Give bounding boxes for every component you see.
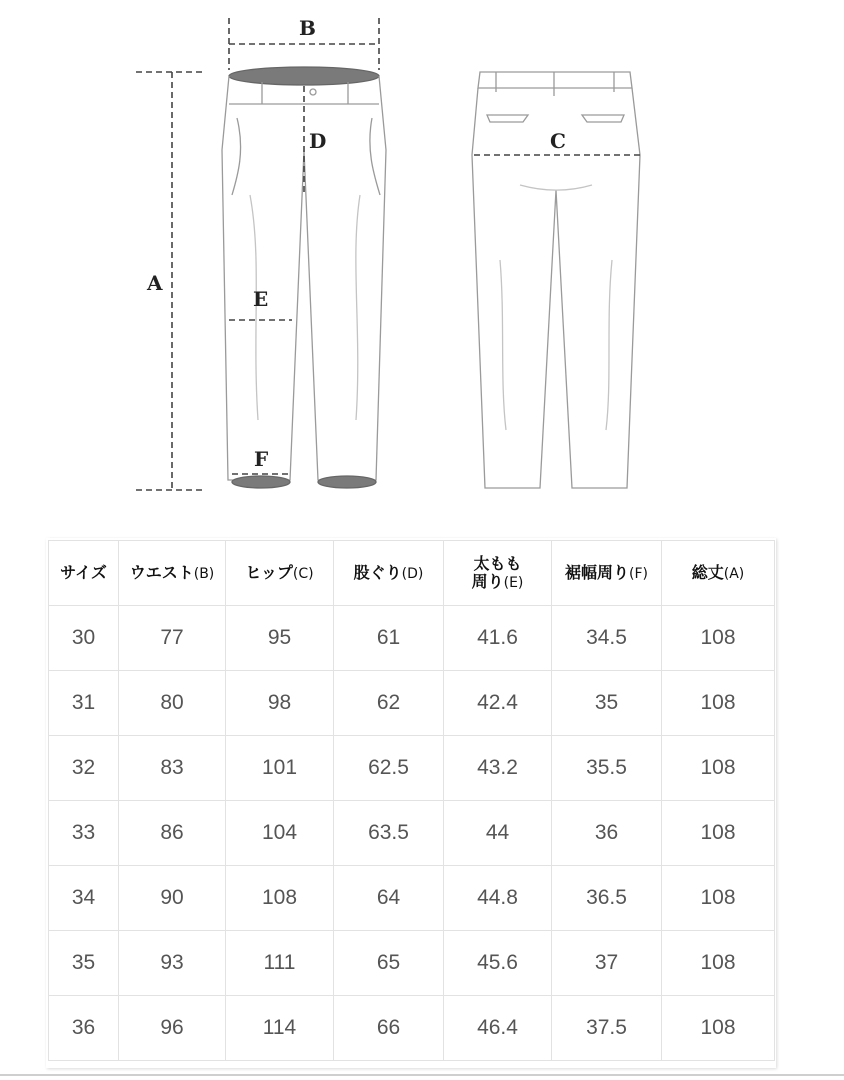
table-cell: 36 bbox=[49, 996, 119, 1061]
table-cell: 41.6 bbox=[444, 606, 552, 671]
table-cell: 62 bbox=[334, 671, 444, 736]
table-cell: 31 bbox=[49, 671, 119, 736]
header-waist: ウエスト(B) bbox=[119, 541, 226, 606]
table-cell: 95 bbox=[226, 606, 334, 671]
table-cell: 44.8 bbox=[444, 866, 552, 931]
table-cell: 80 bbox=[119, 671, 226, 736]
table-cell: 77 bbox=[119, 606, 226, 671]
label-e: E bbox=[253, 287, 269, 311]
table-cell: 114 bbox=[226, 996, 334, 1061]
table-cell: 33 bbox=[49, 801, 119, 866]
table-cell: 45.6 bbox=[444, 931, 552, 996]
table-cell: 108 bbox=[662, 736, 775, 801]
table-cell: 108 bbox=[662, 866, 775, 931]
table-cell: 32 bbox=[49, 736, 119, 801]
pants-measurement-diagram bbox=[0, 0, 844, 510]
table-cell: 43.2 bbox=[444, 736, 552, 801]
table-cell: 108 bbox=[662, 606, 775, 671]
table-cell: 37.5 bbox=[552, 996, 662, 1061]
table-cell: 61 bbox=[334, 606, 444, 671]
table-cell: 35 bbox=[552, 671, 662, 736]
table-row bbox=[49, 736, 775, 801]
header-hip: ヒップ(C) bbox=[226, 541, 334, 606]
table-cell: 46.4 bbox=[444, 996, 552, 1061]
bottom-divider bbox=[0, 1074, 844, 1076]
table-cell: 96 bbox=[119, 996, 226, 1061]
table-cell: 108 bbox=[662, 671, 775, 736]
table-cell: 108 bbox=[226, 866, 334, 931]
table-cell: 98 bbox=[226, 671, 334, 736]
table-cell: 64 bbox=[334, 866, 444, 931]
table-cell: 86 bbox=[119, 801, 226, 866]
table-cell: 65 bbox=[334, 931, 444, 996]
header-hem: 裾幅周り(F) bbox=[552, 541, 662, 606]
label-c: C bbox=[550, 129, 566, 153]
table-row bbox=[49, 671, 775, 736]
table-row bbox=[49, 996, 775, 1061]
table-header-row bbox=[49, 541, 775, 606]
table-cell: 101 bbox=[226, 736, 334, 801]
table-cell: 34.5 bbox=[552, 606, 662, 671]
header-thigh: 太もも 周り(E) bbox=[444, 541, 552, 606]
table-cell: 108 bbox=[662, 931, 775, 996]
table-cell: 66 bbox=[334, 996, 444, 1061]
table-cell: 42.4 bbox=[444, 671, 552, 736]
table-cell: 111 bbox=[226, 931, 334, 996]
table-cell: 44 bbox=[444, 801, 552, 866]
table-cell: 108 bbox=[662, 801, 775, 866]
table-cell: 30 bbox=[49, 606, 119, 671]
table-row bbox=[49, 866, 775, 931]
table-cell: 35 bbox=[49, 931, 119, 996]
table-row bbox=[49, 606, 775, 671]
header-rise: 股ぐり(D) bbox=[334, 541, 444, 606]
header-length: 総丈(A) bbox=[662, 541, 775, 606]
table-cell: 34 bbox=[49, 866, 119, 931]
label-f: F bbox=[254, 447, 269, 471]
table-cell: 36 bbox=[552, 801, 662, 866]
header-size: サイズ bbox=[49, 541, 119, 606]
table-cell: 37 bbox=[552, 931, 662, 996]
label-d: D bbox=[309, 129, 327, 153]
table-row bbox=[49, 931, 775, 996]
table-cell: 108 bbox=[662, 996, 775, 1061]
table-cell: 63.5 bbox=[334, 801, 444, 866]
table-row bbox=[49, 801, 775, 866]
label-b: B bbox=[299, 16, 316, 40]
table-cell: 35.5 bbox=[552, 736, 662, 801]
table-cell: 83 bbox=[119, 736, 226, 801]
label-a: A bbox=[147, 271, 163, 295]
table-cell: 62.5 bbox=[334, 736, 444, 801]
table-cell: 104 bbox=[226, 801, 334, 866]
table-cell: 36.5 bbox=[552, 866, 662, 931]
size-chart-table bbox=[48, 540, 775, 1061]
table-cell: 90 bbox=[119, 866, 226, 931]
table-cell: 93 bbox=[119, 931, 226, 996]
